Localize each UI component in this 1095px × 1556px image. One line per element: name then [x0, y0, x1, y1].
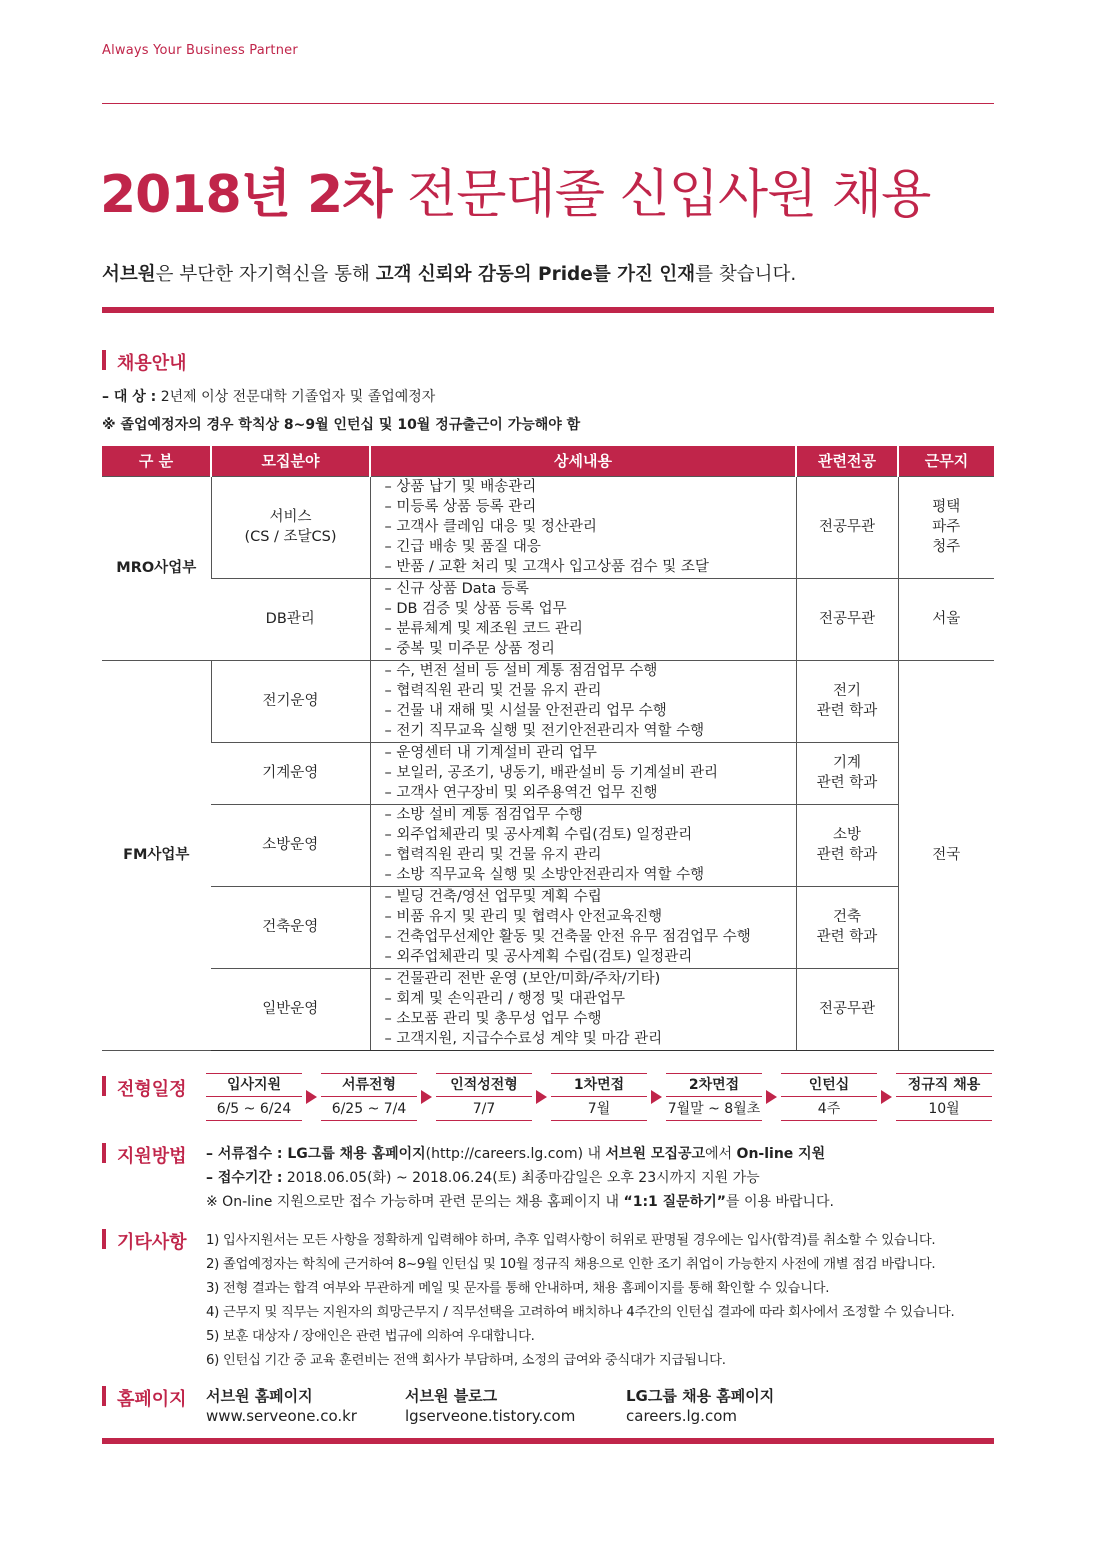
detail-cell [370, 742, 796, 804]
arrow-right-icon [421, 1090, 432, 1104]
step-label: 서류전형 [321, 1073, 417, 1097]
apply-line-1 [206, 1143, 825, 1163]
header-divider [102, 307, 994, 313]
section-title-apply: 지원방법 [117, 1146, 187, 1167]
step-value: 10월 [896, 1097, 992, 1121]
homepage-link[interactable]: www.serveone.co.kr [206, 1407, 357, 1425]
location-cell: 서울 [898, 578, 994, 660]
top-divider [102, 103, 994, 104]
schedule-step [781, 1073, 877, 1121]
detail-cell [370, 578, 796, 660]
target-value: 2년제 이상 전문대학 기졸업자 및 졸업예정자 [160, 389, 436, 405]
step-label: 인적성전형 [436, 1073, 532, 1097]
subtitle-highlight: 고객 신뢰와 감동의 Pride를 가진 인재 [375, 264, 696, 285]
major-cell: 전공무관 [796, 476, 898, 578]
table-header-row [102, 446, 994, 476]
step-value: 6/5 ~ 6/24 [206, 1097, 302, 1121]
major-cell: 전공무관 [796, 968, 898, 1050]
section-marker [102, 350, 106, 370]
schedule-step [896, 1073, 992, 1121]
detail-line: – 외주업체관리 및 공사계획 수립(검토) 일정관리 [384, 827, 693, 843]
field-cell [211, 476, 370, 578]
table-row [102, 742, 994, 804]
homepage-name: 서브원 홈페이지 [206, 1387, 313, 1405]
table-row [102, 886, 994, 968]
target-line [102, 386, 435, 406]
location-cell [898, 476, 994, 578]
misc-item: 2) 졸업예정자는 학칙에 근거하여 8~9월 인턴십 및 10월 정규직 채용으로 인한 조기 취업이 가능한지 사전에 개별 점검 바랍니다. [206, 1257, 936, 1272]
detail-line: – 건물 내 재해 및 시설물 안전관리 업무 수행 [384, 703, 667, 719]
detail-line: – DB 검증 및 상품 등록 업무 [384, 601, 567, 617]
detail-cell [370, 968, 796, 1050]
apply-l2-a: – 접수기간 : [206, 1170, 283, 1186]
apply-l1-e: On-line 지원 [736, 1146, 826, 1162]
tagline: Always Your Business Partner [102, 43, 298, 58]
careers-name: LG그룹 채용 홈페이지 [626, 1387, 775, 1405]
arrow-right-icon [536, 1090, 547, 1104]
detail-line: – 보일러, 공조기, 냉동기, 배관설비 등 기계설비 관리 [384, 765, 718, 781]
recruit-note: ※ 졸업예정자의 경우 학칙상 8~9월 인턴십 및 10월 정규출근이 가능해야 함 [102, 417, 581, 433]
section-title-recruit: 채용안내 [117, 353, 187, 374]
step-value: 7/7 [436, 1097, 532, 1121]
detail-line: – 비품 유지 및 관리 및 협력사 안전교육진행 [384, 909, 663, 925]
step-label: 입사지원 [206, 1073, 302, 1097]
header-details: 상세내용 [370, 446, 796, 476]
section-marker [102, 1386, 106, 1406]
detail-line: – 소모품 관리 및 총무성 업무 수행 [384, 1011, 602, 1027]
detail-line: – 건물관리 전반 운영 (보안/미화/주차/기타) [384, 971, 661, 987]
subtitle-text-2: 를 찾습니다. [695, 264, 797, 285]
misc-item: 1) 입사지원서는 모든 사항을 정확하게 입력해야 하며, 추후 입력사항이 허위로 판명될 경우에는 입사(합격)를 취소할 수 있습니다. [206, 1233, 936, 1248]
section-title-schedule: 전형일정 [117, 1079, 187, 1100]
step-label: 인턴십 [781, 1073, 877, 1097]
major-line: 기계 [832, 755, 861, 771]
detail-line: – 운영센터 내 기계설비 관리 업무 [384, 745, 597, 761]
apply-l1-b: (http://careers.lg.com) 내 [425, 1146, 606, 1162]
blog-name: 서브원 블로그 [405, 1387, 498, 1405]
schedule-step [436, 1073, 532, 1121]
apply-l1-d: 에서 [705, 1146, 737, 1162]
major-line: 관련 학과 [816, 775, 878, 791]
arrow-right-icon [306, 1090, 317, 1104]
subtitle-text-1: 은 부단한 자기혁신을 통해 [155, 264, 376, 285]
section-marker [102, 1076, 106, 1096]
field-line: 서비스 [269, 509, 312, 525]
footer-divider [102, 1438, 994, 1444]
apply-line-3 [206, 1191, 834, 1211]
location-cell: 전국 [898, 660, 994, 1050]
title-bold: 2018년 2차 [100, 165, 392, 225]
major-line: 건축 [832, 909, 861, 925]
header-major: 관련전공 [796, 446, 898, 476]
detail-line: – 전기 직무교육 실행 및 전기안전관리자 역할 수행 [384, 723, 705, 739]
detail-line: – 협력직원 관리 및 건물 유지 관리 [384, 683, 602, 699]
field-cell: 소방운영 [211, 804, 370, 886]
step-label: 1차면접 [551, 1073, 647, 1097]
major-cell [796, 660, 898, 742]
detail-line: – 고객사 연구장비 및 외주용역건 업무 진행 [384, 785, 658, 801]
field-cell: 기계운영 [211, 742, 370, 804]
misc-item: 6) 인턴십 기간 중 교육 훈련비는 전액 회사가 부담하며, 소정의 급여와 중식대가 지급됩니다. [206, 1353, 726, 1368]
detail-line: – 분류체계 및 제조원 코드 관리 [384, 621, 583, 637]
detail-cell [370, 804, 796, 886]
table-row [102, 660, 994, 742]
detail-line: – 소방 설비 계통 점검업무 수행 [384, 807, 583, 823]
major-cell [796, 886, 898, 968]
location-line: 청주 [932, 539, 961, 555]
detail-line: – 수, 변전 설비 등 설비 계통 점검업무 수행 [384, 663, 658, 679]
misc-item: 4) 근무지 및 직무는 지원자의 희망근무지 / 직무선택을 고려하여 배치하나 4주간의 인턴십 결과에 따라 회사에서 조정할 수 있습니다. [206, 1305, 955, 1320]
major-line: 관련 학과 [816, 929, 878, 945]
subtitle [102, 260, 796, 286]
major-cell [796, 742, 898, 804]
major-line: 소방 [832, 827, 861, 843]
table-row [102, 968, 994, 1050]
detail-line: – 회계 및 손익관리 / 행정 및 대관업무 [384, 991, 625, 1007]
detail-line: – 소방 직무교육 실행 및 소방안전관리자 역할 수행 [384, 867, 705, 883]
detail-line: – 신규 상품 Data 등록 [384, 581, 529, 597]
detail-line: – 빌딩 건축/영선 업무및 계획 수립 [384, 889, 602, 905]
detail-line: – 긴급 배송 및 품질 대응 [384, 539, 541, 555]
major-cell: 전공무관 [796, 578, 898, 660]
subtitle-company: 서브원 [102, 264, 156, 285]
apply-l3-b: “1:1 질문하기” [623, 1194, 726, 1210]
apply-l2-b: 2018.06.05(화) ~ 2018.06.24(토) 최종마감일은 오후 23시까지 지원 가능 [282, 1170, 760, 1186]
field-cell: DB관리 [211, 578, 370, 660]
location-line: 파주 [932, 519, 961, 535]
section-title-misc: 기타사항 [117, 1232, 187, 1253]
apply-l3-c: 를 이용 바랍니다. [725, 1194, 834, 1210]
section-marker [102, 1143, 106, 1163]
detail-line: – 중복 및 미주문 상품 정리 [384, 641, 555, 657]
step-label: 정규직 채용 [896, 1073, 992, 1097]
apply-line-2 [206, 1167, 760, 1187]
major-cell [796, 804, 898, 886]
detail-line: – 고객지원, 지급수수료성 계약 및 마감 관리 [384, 1031, 663, 1047]
table-row [102, 578, 994, 660]
major-line: 관련 학과 [816, 703, 878, 719]
misc-item: 3) 전형 결과는 합격 여부와 무관하게 메일 및 문자를 통해 안내하며, 채용 홈페이지를 통해 확인할 수 있습니다. [206, 1281, 830, 1296]
table-row [102, 804, 994, 886]
detail-cell [370, 476, 796, 578]
schedule-step [206, 1073, 302, 1121]
schedule-step [666, 1073, 762, 1121]
header-division: 구 분 [102, 446, 211, 476]
step-value: 4주 [781, 1097, 877, 1121]
field-cell: 일반운영 [211, 968, 370, 1050]
detail-line: – 미등록 상품 등록 관리 [384, 499, 537, 515]
detail-line: – 협력직원 관리 및 건물 유지 관리 [384, 847, 602, 863]
detail-line: – 반품 / 교환 처리 및 고객사 입고상품 검수 및 조달 [384, 559, 709, 575]
apply-l1-c: 서브원 모집공고 [605, 1146, 706, 1162]
target-label: – 대 상 : [102, 389, 157, 405]
header-field: 모집분야 [211, 446, 370, 476]
apply-l3-a: ※ On-line 지원으로만 접수 가능하며 관련 문의는 채용 홈페이지 내 [206, 1194, 624, 1210]
apply-l1-a: – 서류접수 : LG그룹 채용 홈페이지 [206, 1146, 426, 1162]
title-rest: 전문대졸 신입사원 채용 [407, 165, 931, 225]
step-value: 7월 [551, 1097, 647, 1121]
detail-line: – 외주업체관리 및 공사계획 수립(검토) 일정관리 [384, 949, 693, 965]
detail-line: – 상품 납기 및 배송관리 [384, 479, 537, 495]
detail-cell [370, 886, 796, 968]
location-line: 평택 [932, 499, 961, 515]
major-line: 관련 학과 [816, 847, 878, 863]
header-location: 근무지 [898, 446, 994, 476]
step-label: 2차면접 [666, 1073, 762, 1097]
table-row [102, 476, 994, 578]
field-cell: 건축운영 [211, 886, 370, 968]
arrow-right-icon [651, 1090, 662, 1104]
detail-line: – 건축업무선제안 활동 및 건축물 안전 유무 점검업무 수행 [384, 929, 751, 945]
schedule-step [551, 1073, 647, 1121]
step-value: 7월말 ~ 8월초 [666, 1097, 762, 1121]
page-title [100, 152, 930, 227]
arrow-right-icon [881, 1090, 892, 1104]
detail-cell [370, 660, 796, 742]
arrow-right-icon [766, 1090, 777, 1104]
blog-link[interactable]: lgserveone.tistory.com [405, 1407, 576, 1425]
step-value: 6/25 ~ 7/4 [321, 1097, 417, 1121]
misc-item: 5) 보훈 대상자 / 장애인은 관련 법규에 의하여 우대합니다. [206, 1329, 535, 1344]
major-line: 전기 [832, 683, 861, 699]
schedule-step [321, 1073, 417, 1121]
section-marker [102, 1229, 106, 1249]
section-title-homepage: 홈페이지 [117, 1389, 187, 1410]
field-cell: 전기운영 [211, 660, 370, 742]
detail-line: – 고객사 클레임 대응 및 정산관리 [384, 519, 597, 535]
field-line: (CS / 조달CS) [244, 529, 337, 545]
division-fm: FM사업부 [102, 660, 211, 1050]
recruit-table [102, 446, 994, 1051]
division-mro: MRO사업부 [102, 476, 211, 660]
careers-link[interactable]: careers.lg.com [626, 1407, 737, 1425]
